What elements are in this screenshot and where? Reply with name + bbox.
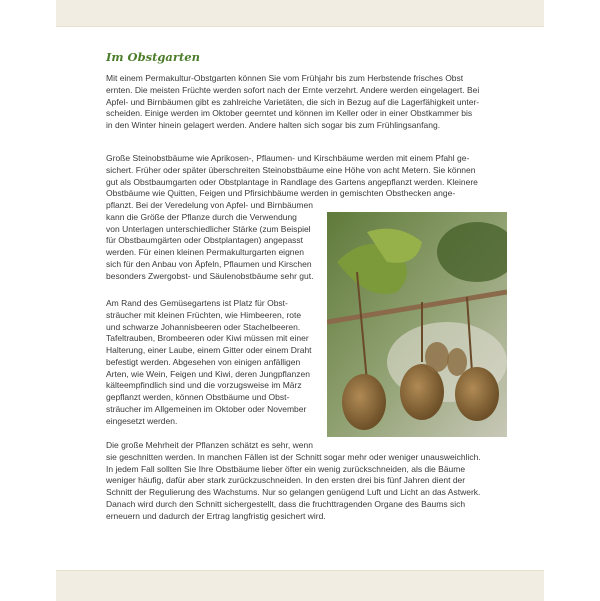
text-line: befestigt werden. Abgesehen von einigen anfälligen <box>106 356 301 367</box>
text-line: gepflanzt werden, können Obstbäume und Obst- <box>106 392 290 402</box>
text-line: Tafeltrauben, Brombeeren oder Kiwi müssen mit einer <box>106 333 309 344</box>
text-line: sträucher im Allgemeinen im Oktober oder November <box>106 403 307 414</box>
text-line: für Obstbaumgärten oder Obstplantagen) angepasst <box>106 235 304 246</box>
text-line: Am Rand des Gemüsegartens ist Platz für Obst- <box>106 298 288 308</box>
text-line: sie geschnitten werden. In manchen Fällen ist der Schnitt sogar mehr oder weniger unausweichlich. <box>106 451 481 462</box>
text-line: von Unterlagen unterschiedlicher Stärke (zum Beispiel <box>106 223 311 234</box>
text-line: Schnitt der Regulierung des Wachstums. Nur so gelangen genügend Luft und Licht an das Astwerk. <box>106 487 481 497</box>
text-line: eingesetzt werden. <box>106 415 178 426</box>
section-heading: Im Obstgarten <box>106 50 200 64</box>
text-line: erneuern und dadurch der Ertrag langfristig gesichert wird. <box>106 510 326 521</box>
text-line: sichert. Früher oder später überschreiten Steinobstbäume eine Höhe von acht Metern. Sie können <box>106 164 476 175</box>
text-line: gut als Obstbaumgarten oder Obstplantage in Randlage des Gartens angepflanzt werden. Kleinere <box>106 176 478 187</box>
text-line: besonders Zwergobst- und Säulenobstbäume sehr gut. <box>106 270 314 281</box>
text-line: Große Steinobstbäume wie Aprikosen-, Pflaumen- und Kirschbäume werden mit einem Pfahl ge- <box>106 153 470 163</box>
text-line: Apfel- und Birnbäumen gibt es zahlreiche Varietäten, die sich in Bezug auf die Lagerfähigkeit unter- <box>106 96 480 107</box>
text-line: kälteempfindlich sind und die vorzugsweise im März <box>106 380 302 391</box>
text-line: pflanzt. Bei der Veredelung von Apfel- und Birnbäumen <box>106 200 313 210</box>
text-line: Obstbäume wie Quitten, Feigen und Pfirsichbäume werden in gemischten Obsthecken ange- <box>106 188 456 199</box>
top-decorative-strip <box>56 0 544 27</box>
text-line: weniger häufig, dafür aber stark zurückzuschneiden. In den ersten drei bis fünf Jahren dient der <box>106 475 466 486</box>
text-line: Danach wird durch den Schnitt sichergestellt, dass die fruchttragenden Organe des Baums sich <box>106 498 466 509</box>
text-line: Halterung, einer Laube, einem Gitter oder einem Draht <box>106 345 312 355</box>
text-line: ernten. Die meisten Früchte werden sofort nach der Ernte verzehrt. Andere werden eingelagert. Bei <box>106 84 480 95</box>
bottom-decorative-strip <box>56 570 544 601</box>
text-line: und schwarze Johannisbeeren oder Stachelbeeren. <box>106 321 301 332</box>
kiwi-fruit <box>400 364 444 420</box>
text-line: Mit einem Permakultur-Obstgarten können Sie vom Frühjahr bis zum Herbstende frisches Obst <box>106 73 464 83</box>
text-line: kann die Größe der Pflanze durch die Verwendung <box>106 211 297 222</box>
text-line: werden. Für einen kleinen Permakulturgarten eignen <box>106 247 304 257</box>
text-line: Die große Mehrheit der Pflanzen schätzt es sehr, wenn <box>106 440 313 450</box>
text-line: Arten, wie Wein, Feigen und Kiwi, deren Jungpflanzen <box>106 368 310 379</box>
text-line: scheiden. Einige werden im Oktober geerntet und können im Keller oder in einer Obstkammer bis <box>106 108 473 119</box>
text-line: In jedem Fall sollten Sie Ihre Obstbäume lieber öfter ein wenig zurückschneiden, als die Bäume <box>106 463 466 474</box>
kiwi-fruit <box>455 367 499 421</box>
kiwi-photo <box>327 212 507 437</box>
text-line: in den Winter hinein gelagert werden. Andere halten sich sogar bis zum Frühlingsanfang. <box>106 120 441 130</box>
kiwi-fruit <box>342 374 386 430</box>
text-line: sich für den Anbau von Äpfeln, Pflaumen und Kirschen <box>106 258 312 269</box>
text-line: sträucher mit kleinen Früchten, wie Himbeeren, rote <box>106 309 302 320</box>
